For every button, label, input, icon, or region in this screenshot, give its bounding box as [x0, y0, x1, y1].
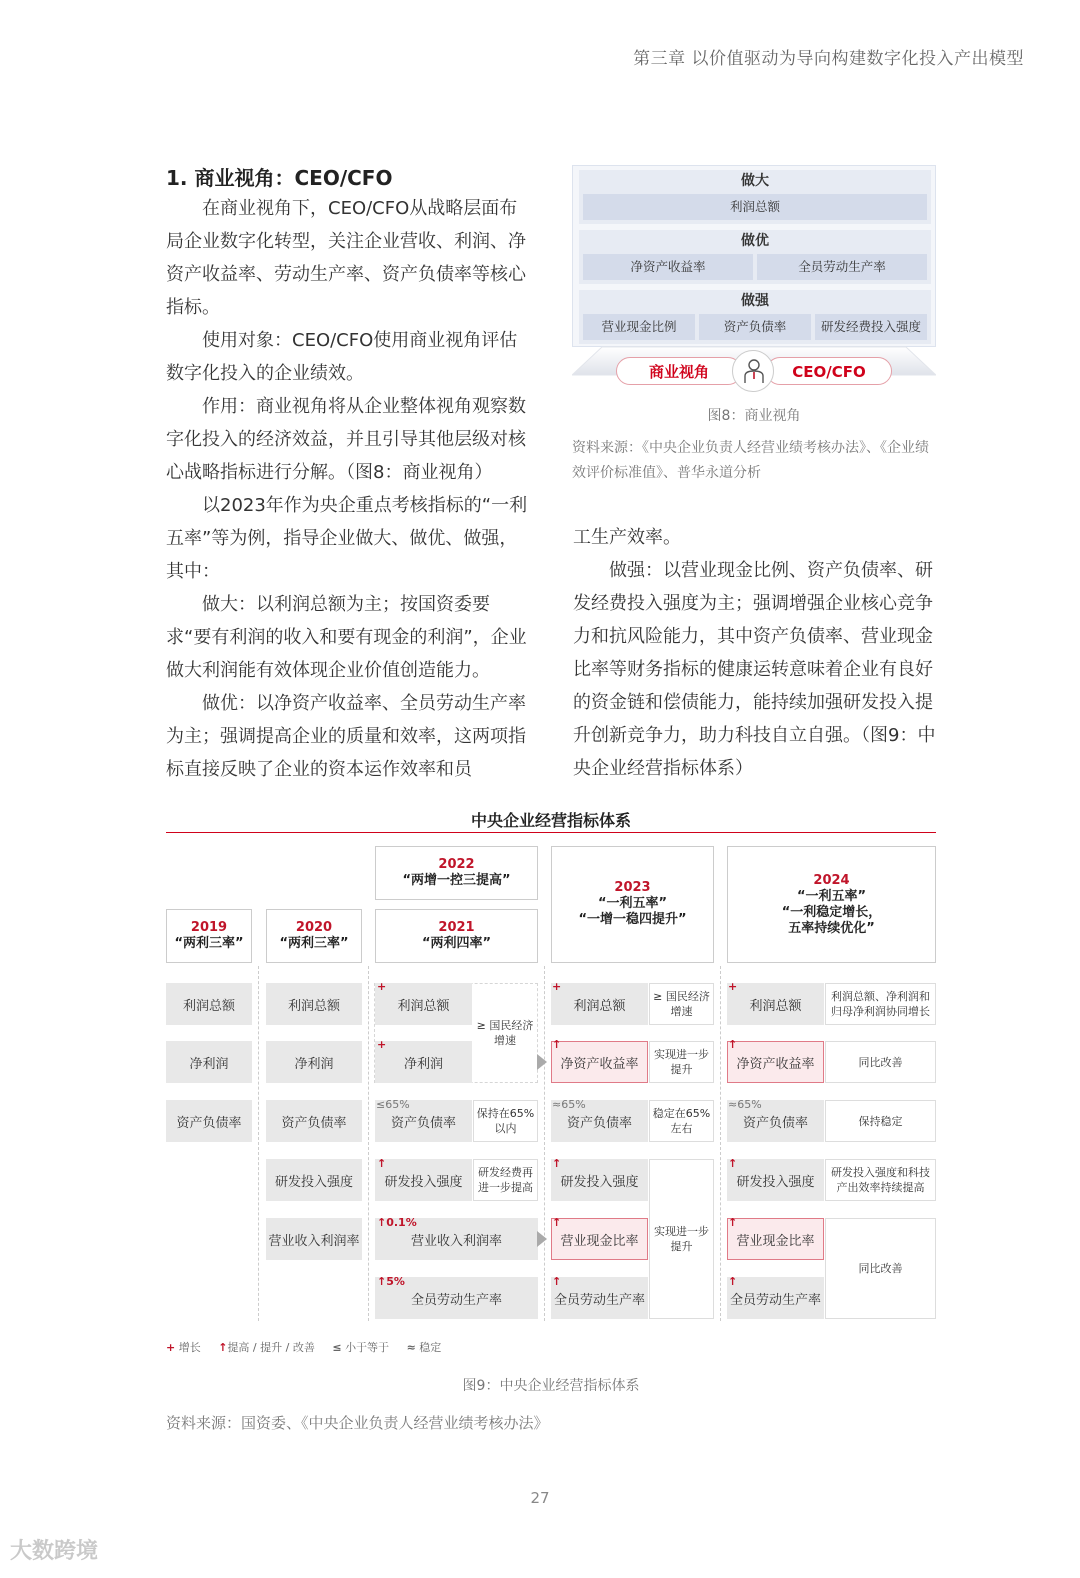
legend-item: ≈ 稳定 [406, 1341, 442, 1354]
year-name: 五率持续优化” [788, 921, 875, 936]
year-header-2024 [727, 846, 936, 963]
title-rule [166, 832, 936, 833]
year-label: 2020 [295, 920, 333, 935]
metric-cell: 净利润 [166, 1041, 252, 1083]
paragraph: 工生产效率。 [573, 527, 681, 548]
chapter-header: 第三章 以价值驱动为导向构建数字化投入产出模型 [633, 49, 1024, 69]
note-cell: 保持稳定 [825, 1100, 936, 1142]
metric-cell: 营业收入利润率 [266, 1218, 362, 1260]
metric-cell: 利润总额 [551, 983, 648, 1025]
le-marker: ≤65% [376, 1098, 410, 1111]
year-header-2019 [166, 909, 252, 963]
paragraph: 做大：以利润总额为主；按国资委要求“要有利润的收入和要有现金的利润”，企业做大利润能有效体现企业价值创造能力。 [166, 594, 527, 681]
note-cell: ≥ 国民经济增速 [649, 983, 714, 1025]
metric-cell: 全员劳动生产率 [551, 1277, 648, 1319]
growth-marker: + [377, 980, 387, 993]
metric-cell: 资产负债率 [375, 1100, 472, 1142]
paragraph: 以2023年作为央企重点考核指标的“一利五率”等为例，指导企业做大、做优、做强，其中： [166, 495, 528, 582]
metric-cell: 营业收入利润率 [375, 1218, 538, 1260]
figure-8-caption: 图8：商业视角 [707, 408, 801, 424]
up-marker: ↑5% [377, 1275, 405, 1288]
metric-cell-highlighted: 净资产收益率 [727, 1041, 824, 1083]
figure-8-source: 资料来源：《中央企业负责人经营业绩考核办法》、《企业绩效评价标准值》、普华永道分析 [572, 440, 929, 481]
metric-cell: 净利润 [266, 1041, 362, 1083]
up-marker: ↑0.1% [377, 1216, 417, 1229]
year-header-2023 [551, 846, 714, 963]
metric-cell-highlighted: 净资产收益率 [551, 1041, 648, 1083]
figure-9-title: 中央企业经营指标体系 [470, 811, 631, 830]
ceo-cfo-pill: CEO/CFO [766, 357, 892, 385]
legend-item: + 增长 [166, 1341, 201, 1354]
arrow-right-icon [537, 1231, 547, 1247]
note-cell: 保持在65%以内 [473, 1100, 538, 1142]
arrow-right-icon [537, 1054, 547, 1070]
column-divider [258, 966, 259, 1321]
band-title: 做强 [741, 293, 769, 309]
metric-cell: 利润总额 [375, 983, 472, 1025]
column-divider [368, 966, 369, 1321]
note-cell: 利润总额、净利润和归母净利润协同增长 [825, 983, 936, 1025]
metric-cell: 营业现金比例 [583, 314, 695, 340]
metric-cell: 资产负债率 [727, 1100, 824, 1142]
year-name: “一增一稳四提升” [578, 912, 687, 927]
note-cell: 稳定在65%左右 [649, 1100, 714, 1142]
paragraph: 在商业视角下，CEO/CFO从战略层面布局企业数字化转型，关注企业营收、利润、净资产收益率、劳动生产率、资产负债率等核心指标。 [166, 198, 526, 318]
year-name: “两利四率” [421, 936, 492, 951]
year-name: “两增一控三提高” [402, 873, 511, 888]
figure-8 [572, 165, 936, 397]
figure-9-source: 资料来源：国资委、《中央企业负责人经营业绩考核办法》 [166, 1414, 549, 1432]
section-title: 1. 商业视角：CEO/CFO [166, 166, 393, 190]
left-column [166, 192, 532, 786]
up-marker: ↑ [552, 1038, 562, 1051]
note-cell: 实现进一步提升 [649, 1159, 714, 1319]
band-title: 做大 [741, 173, 769, 189]
metric-cell: 净资产收益率 [583, 254, 753, 280]
metric-cell: 全员劳动生产率 [757, 254, 927, 280]
metric-cell: 净利润 [375, 1041, 472, 1083]
year-label: 2022 [438, 857, 475, 872]
up-marker: ↑ [728, 1157, 738, 1170]
figure-9-legend [166, 1339, 455, 1355]
note-cell: 同比改善 [825, 1041, 936, 1083]
up-marker: ↑ [377, 1157, 387, 1170]
year-label: 2023 [614, 880, 651, 895]
metric-cell: 资产负债率 [699, 314, 811, 340]
metric-cell: 研发经费投入强度 [815, 314, 927, 340]
paragraph: 使用对象：CEO/CFO使用商业视角评估数字化投入的企业绩效。 [166, 330, 518, 384]
paragraph: 作用：商业视角将从企业整体视角观察数字化投入的经济效益，并且引导其他层级对核心战略指标进行分解。（图8：商业视角） [166, 396, 526, 483]
year-name: “两利三率” [279, 936, 349, 951]
year-name: “一利五率” [597, 896, 668, 911]
metric-cell: 利润总额 [727, 983, 824, 1025]
metric-cell-highlighted: 营业现金比率 [727, 1218, 824, 1260]
person-icon [732, 350, 774, 392]
legend-item: ≤ 小于等于 [332, 1341, 390, 1354]
metric-cell: 资产负债率 [266, 1100, 362, 1142]
up-marker: ↑ [552, 1275, 562, 1288]
legend-item: ↑提高 / 提升 / 改善 [218, 1341, 315, 1354]
year-header-2020 [266, 909, 362, 963]
year-label: 2019 [190, 920, 228, 935]
year-header-2022 [375, 846, 538, 900]
up-marker: ↑ [728, 1038, 738, 1051]
column-divider [720, 966, 721, 1321]
note-cell: 研发经费再进一步提高 [473, 1159, 538, 1201]
up-marker: ↑ [552, 1216, 562, 1229]
metric-cell: 研发投入强度 [727, 1159, 824, 1201]
metric-cell: 研发投入强度 [551, 1159, 648, 1201]
year-name: “两利三率” [174, 936, 244, 951]
growth-marker: + [377, 1038, 387, 1051]
year-label: 2021 [438, 920, 475, 935]
metric-cell: 全员劳动生产率 [727, 1277, 824, 1319]
metric-cell-highlighted: 营业现金比率 [551, 1218, 648, 1260]
right-column [573, 521, 939, 785]
business-view-pill: 商业视角 [616, 357, 742, 385]
watermark: 大数跨境 [10, 1539, 99, 1564]
growth-marker: + [728, 980, 738, 993]
paragraph: 做优：以净资产收益率、全员劳动生产率为主；强调提高企业的质量和效率，这两项指标直接反映了企业的资本运作效率和员 [166, 693, 526, 780]
note-cell: 同比改善 [825, 1218, 936, 1319]
up-marker: ↑ [728, 1216, 738, 1229]
year-name: “一利稳定增长， [781, 905, 882, 920]
up-marker: ↑ [728, 1275, 738, 1288]
figure-9-caption: 图9：中央企业经营指标体系 [462, 1378, 640, 1394]
metric-cell: 研发投入强度 [375, 1159, 472, 1201]
year-label: 2024 [813, 873, 850, 888]
up-marker: ↑ [552, 1157, 562, 1170]
page-number: 27 [530, 1489, 550, 1507]
metric-cell: 资产负债率 [551, 1100, 648, 1142]
approx-marker: ≈65% [728, 1098, 762, 1111]
year-name: “一利五率” [796, 889, 867, 904]
band-zuoda [579, 170, 931, 224]
column-divider [544, 966, 545, 1321]
note-cell: ≥ 国民经济增速 [473, 1003, 537, 1063]
paragraph: 做强：以营业现金比例、资产负债率、研发经费投入强度为主；强调增强企业核心竞争力和抗风险能力，其中资产负债率、营业现金比率等财务指标的健康运转意味着企业有良好的资金链和偿债能力，能持续加强研发投入提升创新竞争力，助力科技自立自强。（图9：中央企业经营指标体系） [573, 560, 936, 779]
figure-8-frame [572, 165, 936, 347]
note-cell: 实现进一步提升 [649, 1041, 714, 1083]
metric-cell: 利润总额 [166, 983, 252, 1025]
note-cell: 研发投入强度和科技产出效率持续提高 [825, 1159, 936, 1201]
metric-cell: 利润总额 [266, 983, 362, 1025]
metric-cell: 全员劳动生产率 [375, 1277, 538, 1319]
band-zuoqiang [579, 290, 931, 344]
metric-cell: 利润总额 [583, 194, 927, 220]
year-header-2021 [375, 909, 538, 963]
metric-cell: 资产负债率 [166, 1100, 252, 1142]
band-zuoyou [579, 230, 931, 284]
approx-marker: ≈65% [552, 1098, 586, 1111]
band-title: 做优 [741, 233, 769, 249]
metric-cell: 研发投入强度 [266, 1159, 362, 1201]
growth-marker: + [552, 980, 562, 993]
